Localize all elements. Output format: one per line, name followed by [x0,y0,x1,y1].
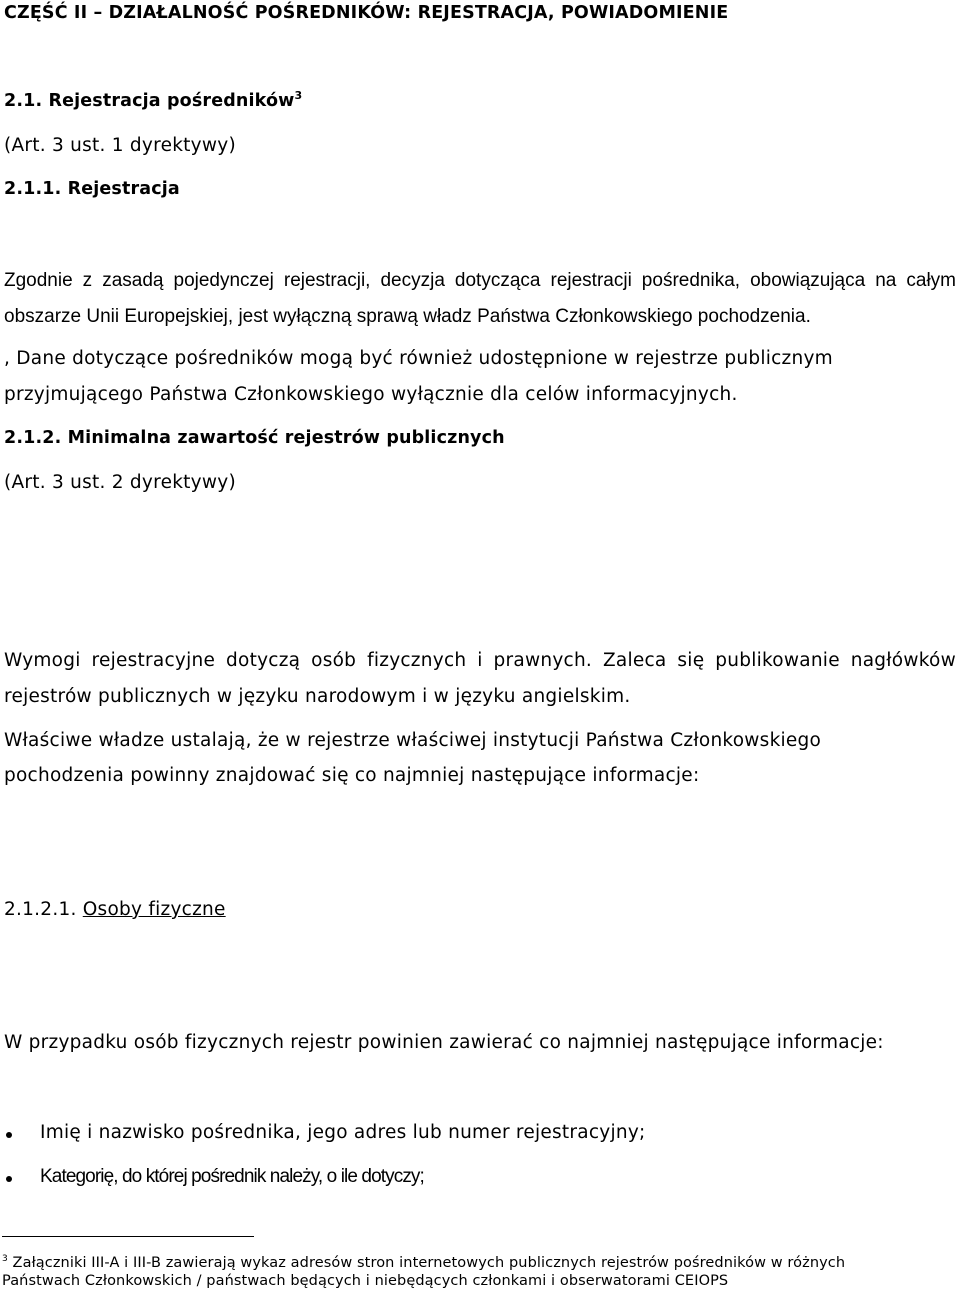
footnote-divider [2,1236,254,1237]
section-2-1-2-heading: 2.1.2. Minimalna zawartość rejestrów publicznych [4,428,505,448]
registration-para2-line1: , Dane dotyczące pośredników mogą być również udostępnione w rejestrze publicznym [4,348,833,369]
section-2-1-heading [4,89,303,111]
registration-para2-line2: przyjmującego Państwa Członkowskiego wyłącznie dla celów informacyjnych. [4,384,738,405]
footnote-marker: 3 [2,1254,8,1265]
section-2-1-1-heading: 2.1.1. Rejestracja [4,179,180,199]
footnote-line1 [2,1256,845,1271]
natural-persons-intro: W przypadku osób fizycznych rejestr powinien zawierać co najmniej następujące informacje: [4,1032,884,1053]
content-para1-line1: Wymogi rejestracyjne dotyczą osób fizycznych i prawnych. Zaleca się publikowanie nagłówków [4,650,956,671]
part-title: CZĘŚĆ II – DZIAŁALNOŚĆ POŚREDNIKÓW: REJESTRACJA, POWIADOMIENIE [4,3,729,23]
footnote-line2: Państwach Członkowskich / państwach będących i niebędących członkami i obserwatorami CEIOPS [2,1273,729,1289]
section-2-1-article-ref: (Art. 3 ust. 1 dyrektywy) [4,135,236,156]
content-para1-line2: rejestrów publicznych w języku narodowym i w języku angielskim. [4,686,631,707]
section-2-1-2-1-title: Osoby fizyczne [82,899,226,920]
footnote-text-line1: Załączniki III-A i III-B zawierają wykaz adresów stron internetowych publicznych rejestrów pośredników w różnych [12,1255,846,1271]
registration-para1-line2: obszarze Unii Europejskiej, jest wyłączną sprawą władz Państwa Członkowskiego pochodzenia. [4,306,811,327]
footnote-ref: 3 [294,89,303,103]
content-para2-line1: Właściwe władze ustalają, że w rejestrze właściwej instytucji Państwa Członkowskiego [4,730,822,751]
list-item-text: Kategorię, do której pośrednik należy, o ile dotyczy; [40,1166,424,1187]
section-2-1-2-1-number: 2.1.2.1. [4,899,77,920]
section-2-1-2-1-heading [4,901,226,920]
content-para2-line2: pochodzenia powinny znajdować się co najmniej następujące informacje: [4,765,700,786]
bullet-icon [6,1132,12,1138]
section-2-1-2-article-ref: (Art. 3 ust. 2 dyrektywy) [4,472,236,493]
section-2-1-heading-text: 2.1. Rejestracja pośredników [4,91,295,111]
bullet-icon [6,1176,12,1182]
list-item-text: Imię i nazwisko pośrednika, jego adres lub numer rejestracyjny; [40,1122,646,1143]
registration-para1-line1: Zgodnie z zasadą pojedynczej rejestracji, decyzja dotycząca rejestracji pośrednika, obowiązująca na całym [4,270,956,291]
